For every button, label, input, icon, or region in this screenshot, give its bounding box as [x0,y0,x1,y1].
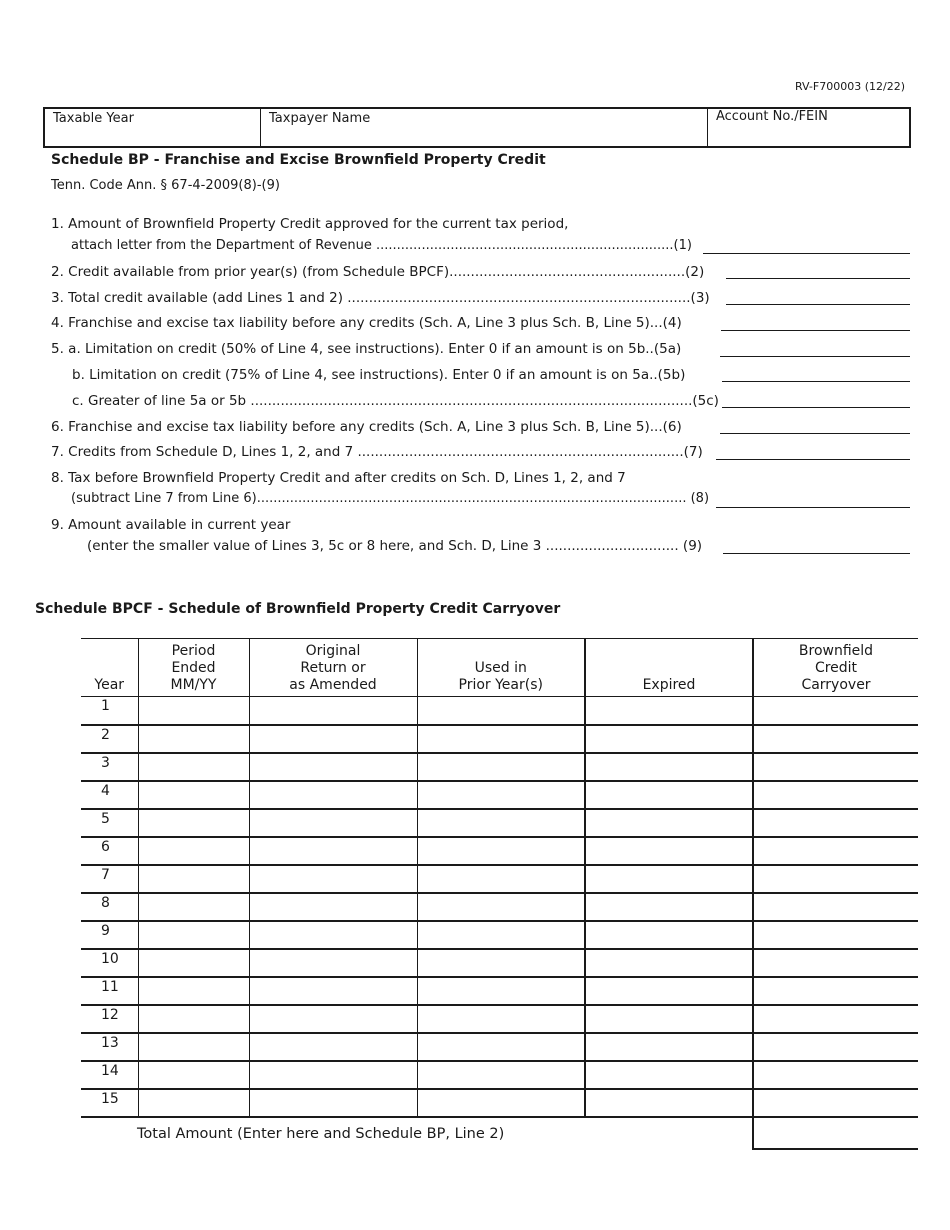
row-year-number: 15 [81,1089,138,1117]
schedule-bp-citation: Tenn. Code Ann. § 67-4-2009(8)-(9) [51,178,280,193]
taxpayer-name-cell[interactable] [261,109,708,146]
total-amount-field[interactable] [752,1114,918,1150]
column-header-line: Prior Year(s) [458,677,543,693]
row-year-number: 13 [81,1033,138,1061]
cell-used-prior-years[interactable] [417,1061,585,1089]
line-1-text-b: attach letter from the Department of Revenue ........................................................................(1) [71,238,692,253]
schedule-bp-title: Schedule BP - Franchise and Excise Brownfield Property Credit [51,152,546,168]
row-year-number: 10 [81,949,138,977]
cell-used-prior-years[interactable] [417,1089,585,1117]
cell-used-prior-years[interactable] [417,837,585,865]
taxable-year-cell[interactable] [45,109,261,146]
cell-original-return[interactable] [249,697,417,725]
cell-carryover[interactable] [753,809,918,837]
cell-expired[interactable] [585,893,753,921]
table-row [81,977,918,1005]
column-header-line: Carryover [801,677,871,693]
cell-original-return[interactable] [249,781,417,809]
line-9-text-b: (enter the smaller value of Lines 3, 5c or 8 here, and Sch. D, Line 3 ............................... (9) [87,538,703,554]
cell-expired[interactable] [585,1005,753,1033]
column-header-original-return [249,639,417,697]
line-8-amount-field[interactable] [716,507,910,508]
table-row [81,1061,918,1089]
table-row [81,921,918,949]
table-row [81,837,918,865]
column-header-carryover [753,639,918,697]
row-year-number: 4 [81,781,138,809]
cell-used-prior-years[interactable] [417,725,585,753]
row-year-number: 6 [81,837,138,865]
line-2-text: 2. Credit available from prior year(s) (from Schedule BPCF).......................................................(2) [51,264,705,280]
line-5c-text: c. Greater of line 5a or 5b .......................................................................................................(5c) [72,393,719,409]
cell-expired[interactable] [585,1061,753,1089]
cell-used-prior-years[interactable] [417,781,585,809]
cell-original-return[interactable] [249,753,417,781]
cell-original-return[interactable] [249,921,417,949]
account-fein-input[interactable] [716,124,892,138]
line-6-amount-field[interactable] [720,433,910,434]
table-row [81,949,918,977]
cell-original-return[interactable] [249,1005,417,1033]
cell-carryover[interactable] [753,1061,918,1089]
table-row [81,697,918,725]
carryover-table [81,638,918,1118]
cell-carryover[interactable] [753,949,918,977]
cell-expired[interactable] [585,697,753,725]
column-header-expired [585,639,753,697]
row-year-number: 11 [81,977,138,1005]
taxable-year-label: Taxable Year [53,111,134,126]
cell-carryover[interactable] [753,893,918,921]
cell-carryover[interactable] [753,781,918,809]
cell-original-return[interactable] [249,977,417,1005]
cell-used-prior-years[interactable] [417,949,585,977]
cell-period-ended[interactable] [138,1033,249,1061]
cell-original-return[interactable] [249,865,417,893]
cell-expired[interactable] [585,1089,753,1117]
account-fein-cell[interactable] [708,109,909,146]
column-header-line: Ended [171,660,216,676]
taxpayer-name-label: Taxpayer Name [269,111,371,126]
cell-carryover[interactable] [753,1005,918,1033]
line-5a-amount-field[interactable] [720,356,910,357]
cell-expired[interactable] [585,837,753,865]
taxpayer-name-input[interactable] [269,126,678,140]
cell-original-return[interactable] [249,809,417,837]
column-header-line: Expired [642,677,696,693]
row-year-number: 9 [81,921,138,949]
column-header-line: Credit [814,660,858,676]
cell-carryover[interactable] [753,753,918,781]
column-header-line: Original [305,643,361,659]
cell-used-prior-years[interactable] [417,753,585,781]
line-3-amount-field[interactable] [726,304,910,305]
table-row [81,865,918,893]
cell-original-return[interactable] [249,893,417,921]
cell-expired[interactable] [585,921,753,949]
form-number: RV-F700003 (12/22) [795,80,905,93]
table-row [81,725,918,753]
cell-period-ended[interactable] [138,893,249,921]
cell-period-ended[interactable] [138,921,249,949]
cell-carryover[interactable] [753,725,918,753]
cell-expired[interactable] [585,1033,753,1061]
taxable-year-input[interactable] [53,126,242,140]
cell-used-prior-years[interactable] [417,865,585,893]
column-header-line: Used in [474,660,527,676]
cell-period-ended[interactable] [138,865,249,893]
row-year-number: 14 [81,1061,138,1089]
cell-period-ended[interactable] [138,725,249,753]
line-5a-text: 5. a. Limitation on credit (50% of Line 4, see instructions). Enter 0 if an amount is on 5b..(5a) [51,341,682,357]
table-row [81,1033,918,1061]
cell-period-ended[interactable] [138,837,249,865]
column-header-year [81,639,138,697]
cell-original-return[interactable] [249,1033,417,1061]
line-7-text: 7. Credits from Schedule D, Lines 1, 2, and 7 ............................................................................(7) [51,444,703,460]
line-5b-text: b. Limitation on credit (75% of Line 4, see instructions). Enter 0 if an amount is on 5a..(5b) [72,367,686,383]
cell-used-prior-years[interactable] [417,697,585,725]
table-row [81,781,918,809]
row-year-number: 8 [81,893,138,921]
table-row [81,893,918,921]
line-1-amount-field[interactable] [703,253,910,254]
cell-period-ended[interactable] [138,809,249,837]
row-year-number: 1 [81,697,138,725]
line-9-amount-field[interactable] [723,553,910,554]
line-2-amount-field[interactable] [726,278,910,279]
table-row [81,1089,918,1117]
cell-carryover[interactable] [753,1033,918,1061]
column-header-line: MM/YY [170,677,217,693]
cell-period-ended[interactable] [138,1005,249,1033]
line-1-text-a: 1. Amount of Brownfield Property Credit approved for the current tax period, [51,216,569,232]
cell-used-prior-years[interactable] [417,977,585,1005]
cell-expired[interactable] [585,949,753,977]
carryover-header-row [81,639,918,697]
line-4-amount-field[interactable] [721,330,910,331]
cell-expired[interactable] [585,753,753,781]
schedule-bpcf-title: Schedule BPCF - Schedule of Brownfield Property Credit Carryover [35,601,561,617]
cell-carryover[interactable] [753,921,918,949]
cell-original-return[interactable] [249,949,417,977]
cell-period-ended[interactable] [138,1061,249,1089]
column-header-line: Year [94,677,125,693]
table-row [81,809,918,837]
carryover-table-body [81,697,918,1117]
table-row [81,753,918,781]
cell-expired[interactable] [585,865,753,893]
line-9-text-a: 9. Amount available in current year [51,517,291,533]
cell-carryover[interactable] [753,977,918,1005]
cell-carryover[interactable] [753,837,918,865]
column-header-used-prior-years [417,639,585,697]
cell-expired[interactable] [585,977,753,1005]
table-row [81,1005,918,1033]
cell-carryover[interactable] [753,865,918,893]
column-header-period-ended [138,639,249,697]
cell-used-prior-years[interactable] [417,921,585,949]
row-year-number: 5 [81,809,138,837]
cell-used-prior-years[interactable] [417,1005,585,1033]
line-8-text-b: (subtract Line 7 from Line 6)........................................................................................................ (8) [71,491,710,506]
line-6-text: 6. Franchise and excise tax liability before any credits (Sch. A, Line 3 plus Sch. B, Line 5)...(6) [51,419,682,435]
cell-period-ended[interactable] [138,697,249,725]
cell-period-ended[interactable] [138,781,249,809]
cell-expired[interactable] [585,725,753,753]
row-year-number: 12 [81,1005,138,1033]
line-5b-amount-field[interactable] [722,381,910,382]
line-8-text-a: 8. Tax before Brownfield Property Credit and after credits on Sch. D, Lines 1, 2, and 7 [51,470,626,486]
line-3-text: 3. Total credit available (add Lines 1 and 2) ................................................................................(3) [51,290,710,306]
cell-used-prior-years[interactable] [417,809,585,837]
cell-used-prior-years[interactable] [417,893,585,921]
row-year-number: 2 [81,725,138,753]
line-4-text: 4. Franchise and excise tax liability before any credits (Sch. A, Line 3 plus Sch. B, Line 5)...(4) [51,315,682,331]
cell-carryover[interactable] [753,697,918,725]
cell-expired[interactable] [585,781,753,809]
cell-period-ended[interactable] [138,949,249,977]
column-header-line: as Amended [289,677,377,693]
line-5c-amount-field[interactable] [722,407,910,408]
cell-carryover[interactable] [753,1089,918,1117]
row-year-number: 7 [81,865,138,893]
cell-original-return[interactable] [249,725,417,753]
cell-original-return[interactable] [249,1061,417,1089]
cell-original-return[interactable] [249,837,417,865]
cell-expired[interactable] [585,809,753,837]
column-header-line: Brownfield [798,643,874,659]
cell-period-ended[interactable] [138,753,249,781]
cell-original-return[interactable] [249,1089,417,1117]
cell-period-ended[interactable] [138,1089,249,1117]
line-7-amount-field[interactable] [716,459,910,460]
cell-period-ended[interactable] [138,977,249,1005]
column-header-line: Return or [300,660,366,676]
row-year-number: 3 [81,753,138,781]
account-fein-label: Account No./FEIN [716,109,828,124]
column-header-line: Period [171,643,216,659]
cell-used-prior-years[interactable] [417,1033,585,1061]
total-amount-label: Total Amount (Enter here and Schedule BP, Line 2) [137,1126,505,1142]
taxpayer-info-header [43,107,911,148]
